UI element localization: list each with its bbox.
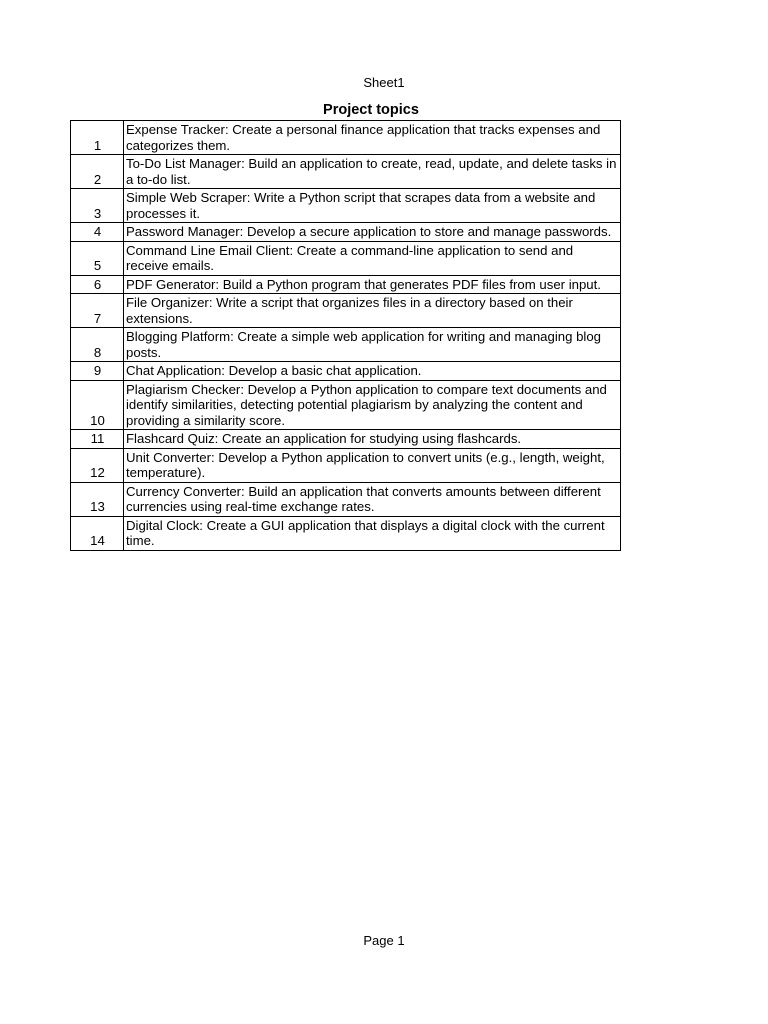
topic-description-cell: To-Do List Manager: Build an application to create, read, update, and delete tasks in a to-do list. — [124, 155, 621, 189]
row-number-cell: 4 — [71, 223, 124, 242]
topic-description-cell: Chat Application: Develop a basic chat application. — [124, 362, 621, 381]
table-row — [71, 223, 621, 242]
table-row — [71, 241, 621, 275]
topic-description-cell: Blogging Platform: Create a simple web application for writing and managing blog posts. — [124, 328, 621, 362]
topic-description-cell: Command Line Email Client: Create a command-line application to send and receive emails. — [124, 241, 621, 275]
row-number-cell: 11 — [71, 430, 124, 449]
page-title: Project topics — [323, 102, 419, 118]
topic-description-cell: Password Manager: Develop a secure application to store and manage passwords. — [124, 223, 621, 242]
table-row — [71, 430, 621, 449]
topic-description-cell: Currency Converter: Build an application that converts amounts between different currencies using real-time exchange rates. — [124, 482, 621, 516]
topic-description-cell: PDF Generator: Build a Python program that generates PDF files from user input. — [124, 275, 621, 294]
topic-description-cell: File Organizer: Write a script that organizes files in a directory based on their extensions. — [124, 294, 621, 328]
table-row — [71, 362, 621, 381]
row-number-cell: 2 — [71, 155, 124, 189]
row-number-cell: 12 — [71, 448, 124, 482]
table-row — [71, 328, 621, 362]
row-number-cell: 10 — [71, 380, 124, 430]
table-row — [71, 482, 621, 516]
row-number-cell: 7 — [71, 294, 124, 328]
row-number-cell: 9 — [71, 362, 124, 381]
row-number-cell: 1 — [71, 121, 124, 155]
topic-description-cell: Simple Web Scraper: Write a Python script that scrapes data from a website and processes it. — [124, 189, 621, 223]
table-row — [71, 380, 621, 430]
table-row — [71, 294, 621, 328]
topic-description-cell: Unit Converter: Develop a Python application to convert units (e.g., length, weight, temperature). — [124, 448, 621, 482]
sheet-name: Sheet1 — [363, 75, 405, 90]
table-row — [71, 448, 621, 482]
table-row — [71, 516, 621, 550]
topic-description-cell: Flashcard Quiz: Create an application for studying using flashcards. — [124, 430, 621, 449]
topic-description-cell: Plagiarism Checker: Develop a Python application to compare text documents and identify similarities, detecting potential plagiarism by analyzing the content and providing a similarity score. — [124, 380, 621, 430]
table-row — [71, 275, 621, 294]
row-number-cell: 8 — [71, 328, 124, 362]
topics-table-body — [71, 121, 621, 551]
row-number-cell: 14 — [71, 516, 124, 550]
row-number-cell: 13 — [71, 482, 124, 516]
row-number-cell: 6 — [71, 275, 124, 294]
row-number-cell: 3 — [71, 189, 124, 223]
topic-description-cell: Digital Clock: Create a GUI application that displays a digital clock with the current time. — [124, 516, 621, 550]
row-number-cell: 5 — [71, 241, 124, 275]
topics-table — [70, 120, 621, 551]
table-row — [71, 189, 621, 223]
page-number: Page 1 — [363, 933, 405, 948]
table-row — [71, 155, 621, 189]
table-row — [71, 121, 621, 155]
topic-description-cell: Expense Tracker: Create a personal finance application that tracks expenses and categorizes them. — [124, 121, 621, 155]
